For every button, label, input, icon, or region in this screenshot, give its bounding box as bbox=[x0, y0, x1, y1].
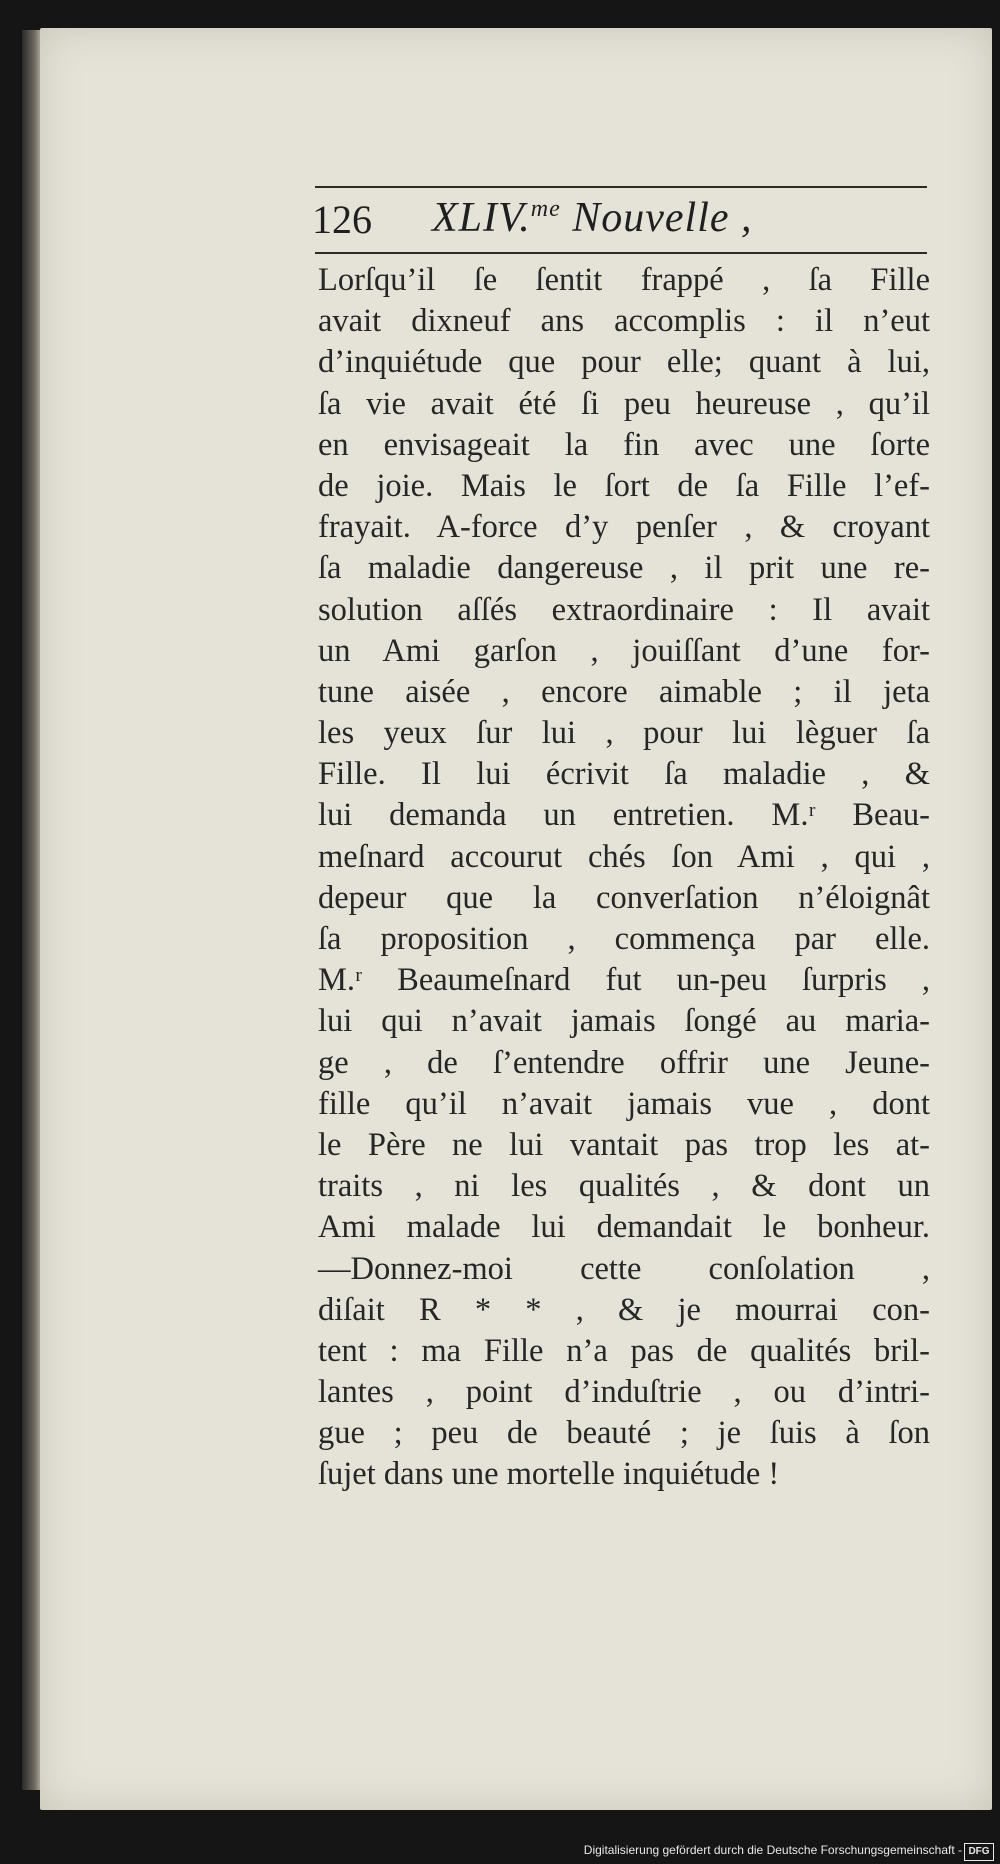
digitization-credit: Digitalisierung gefördert durch die Deutsche Forschungsgemeinschaft - bbox=[583, 1843, 962, 1857]
text-line: de joie. Mais le ſort de ſa Fille l’ef- bbox=[318, 467, 930, 504]
text-line: un Ami garſon , jouiſſant d’une for- bbox=[318, 632, 930, 669]
text-line: traits , ni les qualités , & dont un bbox=[318, 1168, 930, 1205]
text-line: tune aisée , encore aimable ; il jeta bbox=[318, 673, 930, 710]
text-line: ſa vie avait été ſi peu heureuse , qu’il bbox=[318, 385, 930, 422]
text-line: —Donnez-moi cette conſolation , bbox=[318, 1250, 930, 1287]
text-line: frayait. A-force d’y penſer , & croyant bbox=[318, 509, 930, 546]
text-line: lantes , point d’induſtrie , ou d’intri- bbox=[318, 1374, 930, 1411]
page-number: 126 bbox=[312, 197, 372, 242]
text-line: Fille. Il lui écrivit ſa maladie , & bbox=[318, 756, 930, 793]
text-line: les yeux ſur lui , pour lui lèguer ſa bbox=[318, 715, 930, 752]
text-line: diſait R * * , & je mourrai con- bbox=[318, 1291, 930, 1328]
text-line: fille qu’il n’avait jamais vue , dont bbox=[318, 1085, 930, 1122]
text-line: ſa maladie dangereuse , il prit une re- bbox=[318, 550, 930, 587]
text-line: en envisageait la fin avec une ſorte bbox=[318, 426, 930, 463]
book-edge bbox=[22, 30, 42, 1790]
text-line: ſa proposition , commença par elle. bbox=[318, 921, 930, 957]
text-line: Lorſqu’il ſe ſentit frappé , ſa Fille bbox=[318, 262, 930, 298]
header-rule-top bbox=[315, 186, 927, 188]
text-line: avait dixneuf ans accomplis : il n’eut bbox=[318, 303, 930, 340]
dfg-logo: DFG bbox=[964, 1843, 994, 1861]
text-line: meſnard accourut chés ſon Ami , qui , bbox=[318, 838, 930, 875]
text-line: tent : ma Fille n’a pas de qualités bril- bbox=[318, 1332, 930, 1369]
text-line: Ami malade lui demandait le bonheur. bbox=[318, 1209, 930, 1246]
running-header bbox=[312, 190, 932, 250]
text-line: M.ʳ Beaumeſnard fut un-peu ſurpris , bbox=[318, 962, 930, 999]
text-line: solution aſſés extraordinaire : Il avait bbox=[318, 591, 930, 628]
digitization-footer bbox=[0, 1840, 1000, 1864]
text-line: depeur que la converſation n’éloignât bbox=[318, 879, 930, 916]
text-line: ſujet dans une mortelle inquiétude ! bbox=[318, 1456, 780, 1493]
text-line: lui qui n’avait jamais ſongé au maria- bbox=[318, 1003, 930, 1040]
text-line: ge , de ſ’entendre offrir une Jeune- bbox=[318, 1044, 930, 1081]
header-rule-bottom bbox=[315, 252, 927, 254]
text-line: gue ; peu de beauté ; je ſuis à ſon bbox=[318, 1415, 930, 1452]
text-line: le Père ne lui vantait pas trop les at- bbox=[318, 1126, 930, 1163]
running-title: XLIV.$^{me}$ Nouvelle , bbox=[432, 195, 753, 241]
text-line: lui demanda un entretien. M.ʳ Beau- bbox=[318, 797, 930, 834]
body-text bbox=[318, 260, 930, 1496]
text-line: d’inquiétude que pour elle; quant à lui, bbox=[318, 344, 930, 381]
